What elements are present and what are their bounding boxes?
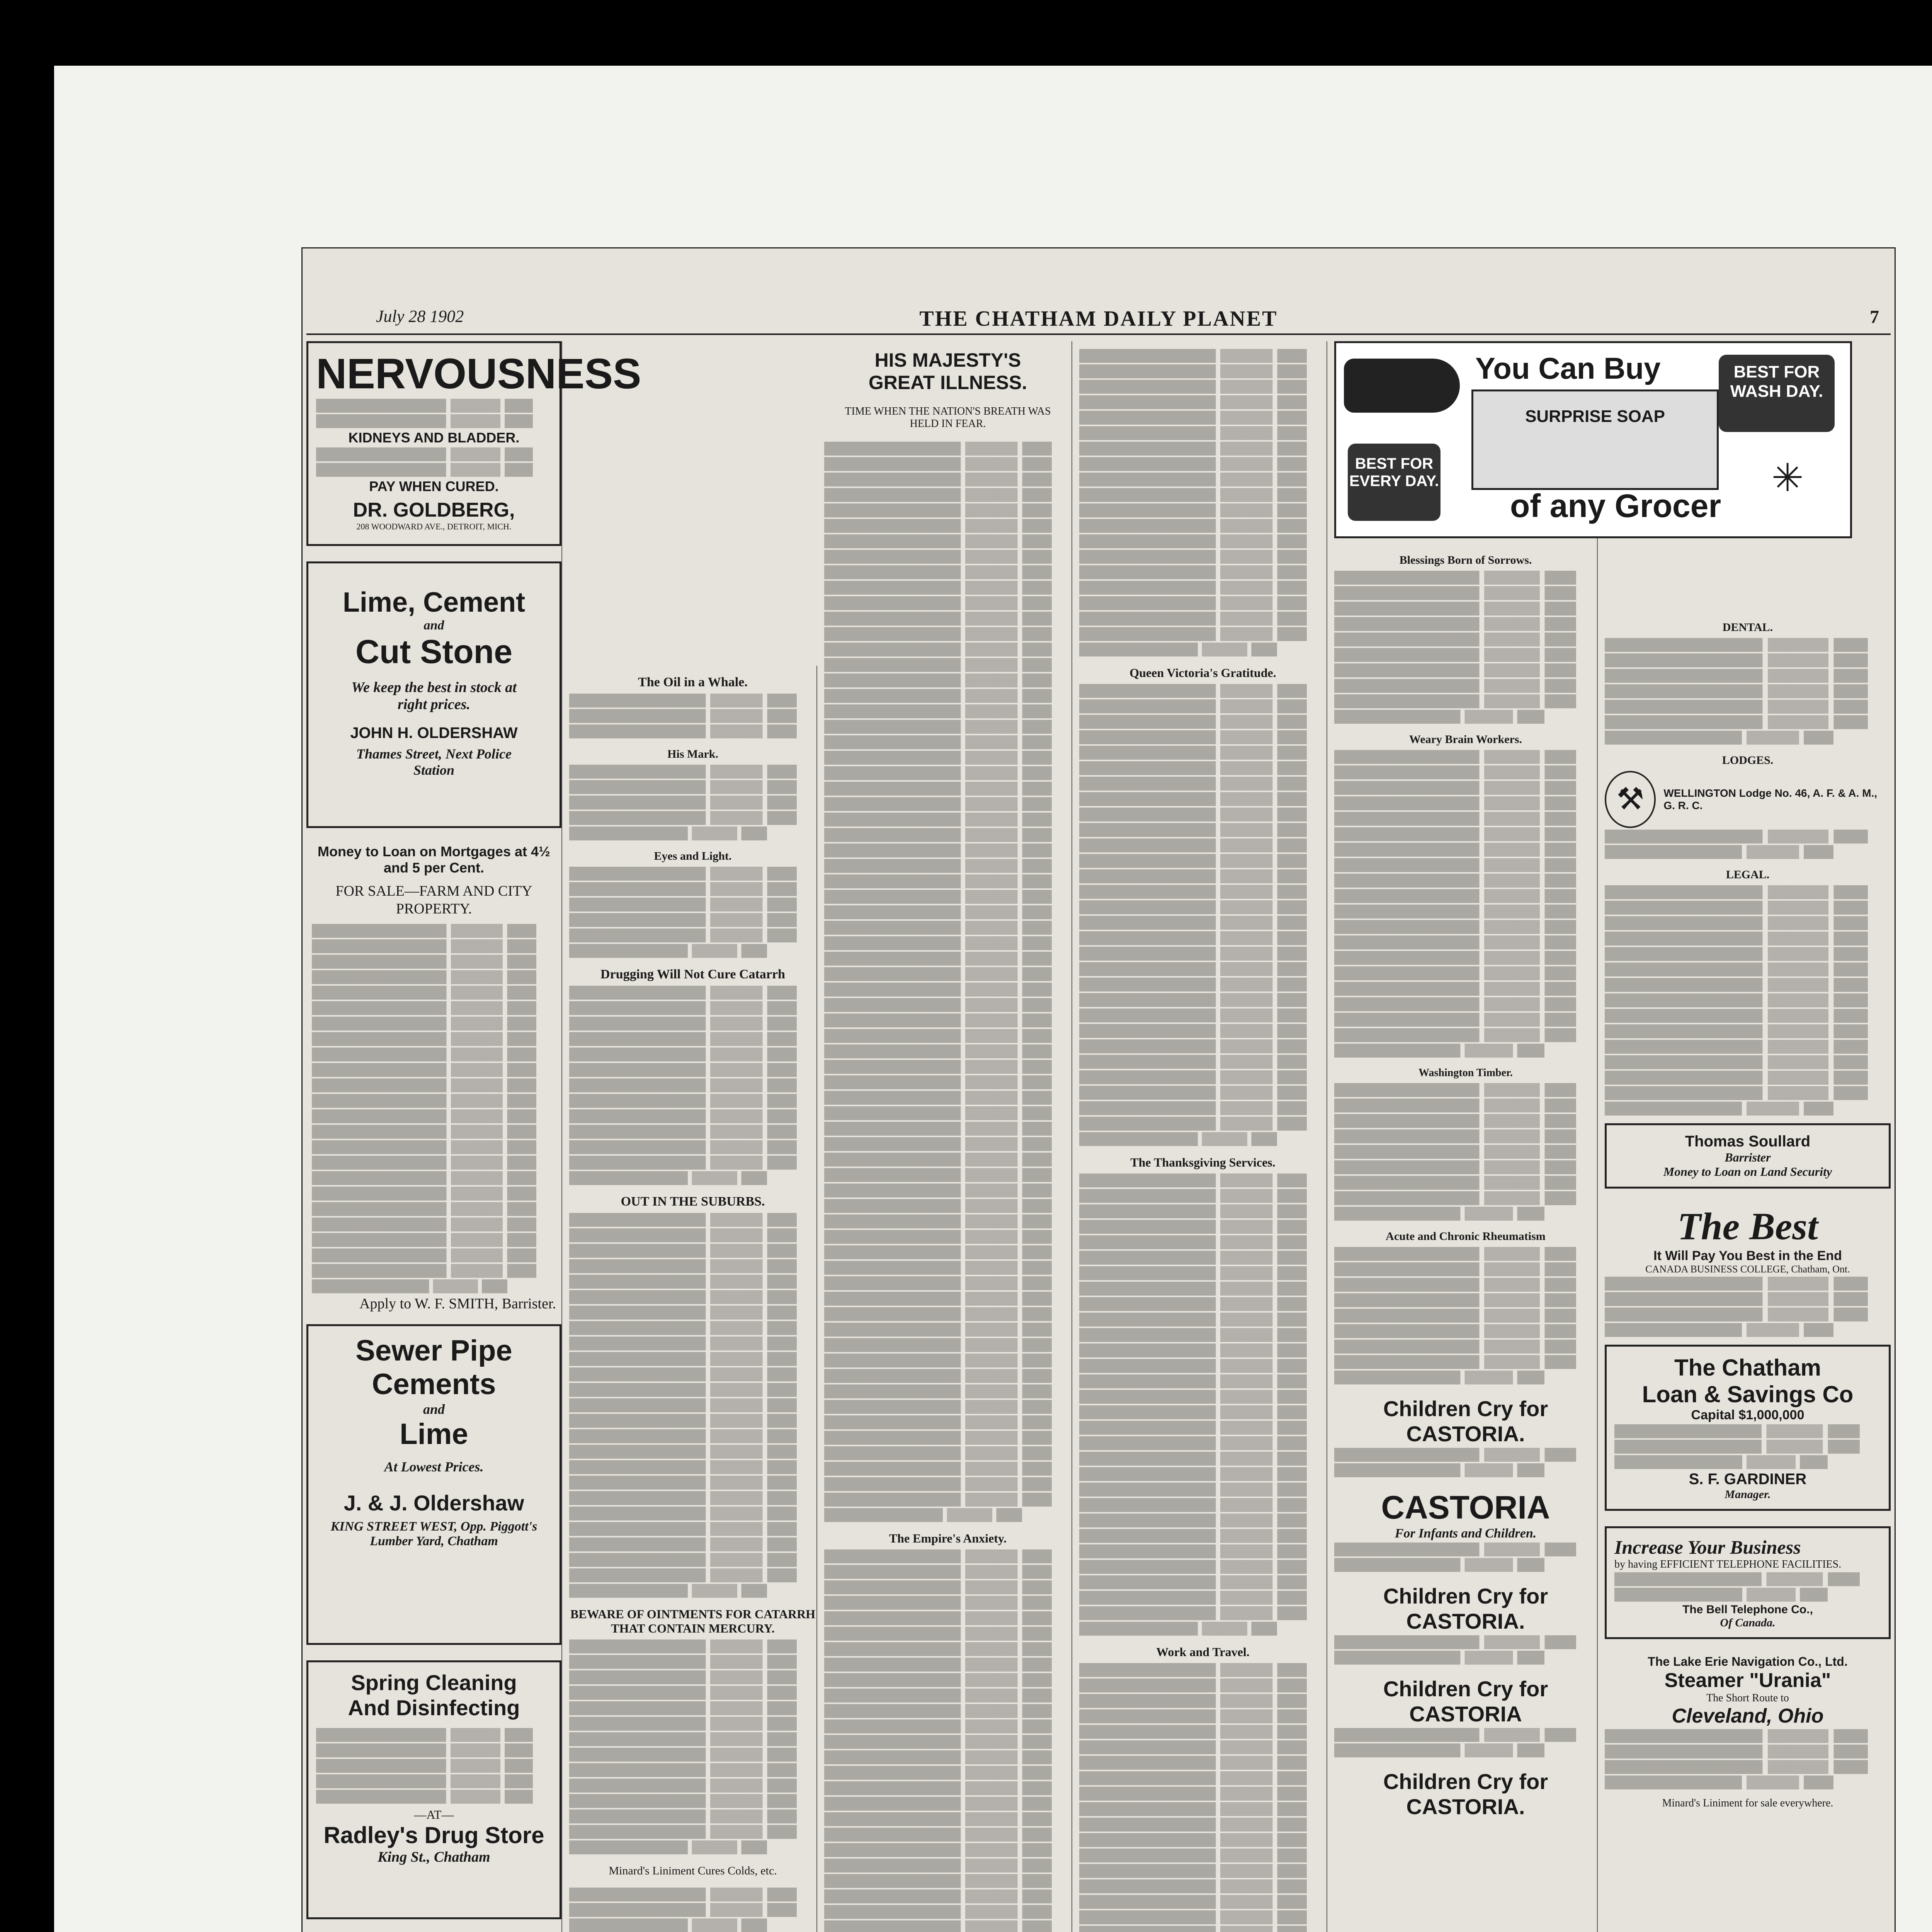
- pay-when-cured: PAY WHEN CURED.: [369, 478, 499, 494]
- article-subtitle: TIME WHEN THE NATION'S BREATH WAS HELD IN FEAR.: [845, 405, 1051, 430]
- surprise-soap-box: SURPRISE SOAP: [1471, 389, 1719, 490]
- sewer-tagline: At Lowest Prices.: [384, 1459, 484, 1475]
- wellington-lodge: WELLINGTON Lodge No. 46, A. F. & A. M., G. R. C.: [1663, 787, 1878, 811]
- his-mark-heading: His Mark.: [667, 748, 718, 760]
- radleys-address: King St., Chatham: [378, 1849, 490, 1865]
- loan-line-1: The Chatham: [1674, 1355, 1821, 1381]
- telephone-facilities: by having EFFICIENT TELEPHONE FACILITIES.: [1614, 1558, 1842, 1570]
- castoria-ad-5: Children Cry for CASTORIA.: [1383, 1769, 1548, 1819]
- thanksgiving-heading: The Thanksgiving Services.: [1130, 1155, 1276, 1169]
- bell-company: The Bell Telephone Co.,: [1682, 1603, 1813, 1616]
- article-title-2: GREAT ILLNESS.: [868, 372, 1027, 393]
- and-text: and: [423, 618, 444, 633]
- page-number: 7: [1870, 307, 1879, 327]
- apply-to: Apply to W. F. SMITH, Barrister.: [359, 1296, 556, 1312]
- masonic-emblem-icon: ⚒: [1605, 771, 1656, 828]
- lake-erie-nav: The Lake Erie Navigation Co., Ltd.: [1648, 1655, 1848, 1668]
- legal-heading: LEGAL.: [1726, 868, 1770, 881]
- sunburst-icon: ✳: [1771, 457, 1804, 500]
- lime-cement-ad: [306, 561, 561, 828]
- header-date: July 28 1902: [376, 307, 464, 326]
- sewer-dealer: J. & J. Oldershaw: [344, 1491, 524, 1515]
- doctor-address: 208 WOODWARD AVE., DETROIT, MICH.: [356, 522, 512, 531]
- disinfecting-line: And Disinfecting: [348, 1696, 520, 1720]
- gratitude-heading: Queen Victoria's Gratitude.: [1129, 666, 1276, 680]
- rheumatism-heading: Acute and Chronic Rheumatism: [1386, 1230, 1546, 1243]
- pay-best-heading: It Will Pay You Best in the End: [1653, 1248, 1842, 1263]
- beware-heading: BEWARE OF OINTMENTS FOR CATARRH THAT CONTAIN MERCURY.: [570, 1607, 816, 1635]
- sewer-pipe-ad: [306, 1324, 561, 1645]
- page-header: [306, 306, 1891, 335]
- best-every-day-badge: BEST FOR EVERY DAY.: [1348, 444, 1440, 521]
- lime-address: Thames Street, Next Police Station: [356, 746, 512, 778]
- castoria-infants: For Infants and Children.: [1395, 1526, 1537, 1541]
- article-title-1: HIS MAJESTY'S: [874, 349, 1021, 371]
- loan-line-2: Loan & Savings Co: [1642, 1381, 1854, 1407]
- money-heading: Money to Loan on Mortgages at 4½ and 5 per Cent.: [317, 844, 551, 876]
- spring-cleaning-line: Spring Cleaning: [351, 1670, 517, 1695]
- telephone-ad: [1605, 1526, 1891, 1639]
- gardiner-title: Manager.: [1725, 1488, 1771, 1501]
- you-can-buy: You Can Buy: [1475, 351, 1661, 385]
- nervousness-ad: [306, 341, 641, 546]
- oil-whale-heading: The Oil in a Whale.: [638, 675, 748, 689]
- column-2: [569, 666, 817, 1932]
- the-best-script: The Best: [1677, 1205, 1818, 1248]
- radleys-store: Radley's Drug Store: [323, 1822, 544, 1848]
- cut-stone-line: Cut Stone: [355, 633, 513, 670]
- suburbs-heading: OUT IN THE SUBURBS.: [621, 1194, 765, 1209]
- lodges-heading: LODGES.: [1722, 754, 1774, 767]
- spring-cleaning-ad: [306, 1660, 561, 1919]
- minard-note-1: Minard's Liniment Cures Colds, etc.: [609, 1864, 777, 1877]
- steamer-urania: Steamer "Urania": [1664, 1669, 1831, 1692]
- money-section: [306, 844, 561, 1313]
- column-3: [824, 341, 1072, 1932]
- blessings-heading: Blessings Born of Sorrows.: [1399, 554, 1532, 566]
- header-title: THE CHATHAM DAILY PLANET: [919, 307, 1278, 331]
- kidneys-heading: KIDNEYS AND BLADDER.: [348, 430, 520, 446]
- soullard-loan: Money to Loan on Land Security: [1663, 1165, 1832, 1179]
- at-text: —AT—: [414, 1808, 454, 1821]
- lime-line: Lime: [400, 1418, 468, 1451]
- lime-tagline: We keep the best in stock at right prices.: [351, 679, 517, 713]
- work-travel-heading: Work and Travel.: [1156, 1645, 1250, 1659]
- soullard-name: Thomas Soullard: [1685, 1133, 1811, 1150]
- column-1: [306, 341, 641, 1932]
- sewer-and: and: [423, 1401, 445, 1417]
- eyes-light-heading: Eyes and Light.: [654, 850, 732, 862]
- castoria-ad-1: Children Cry for CASTORIA.: [1383, 1396, 1548, 1446]
- soap-ad: [1334, 341, 1852, 538]
- business-college: CANADA BUSINESS COLLEGE, Chatham, Ont.: [1645, 1264, 1850, 1275]
- doctor-name: DR. GOLDBERG,: [353, 499, 515, 521]
- loan-capital: Capital $1,000,000: [1691, 1408, 1804, 1422]
- washington-timber-heading: Washington Timber.: [1418, 1067, 1513, 1079]
- castoria-ad-3: Children Cry for CASTORIA.: [1383, 1584, 1548, 1633]
- weary-brain-heading: Weary Brain Workers.: [1409, 733, 1522, 746]
- best-wash-day-badge: BEST FOR WASH DAY.: [1719, 355, 1835, 432]
- nervousness-title: NERVOUSNESS: [316, 350, 641, 398]
- pointing-hand-icon: [1344, 359, 1460, 413]
- lime-cement-line: Lime, Cement: [342, 587, 526, 618]
- sewer-pipe-line: Sewer Pipe: [355, 1334, 512, 1367]
- bell-canada: Of Canada.: [1720, 1616, 1776, 1629]
- column-6: [1605, 612, 1891, 1932]
- cleveland-ohio: Cleveland, Ohio: [1672, 1705, 1824, 1727]
- increase-business: Increase Your Business: [1614, 1536, 1801, 1558]
- column-4: [1079, 341, 1327, 1932]
- catarrh-heading: Drugging Will Not Cure Catarrh: [600, 967, 785, 981]
- castoria-ad-2: CASTORIA: [1381, 1489, 1550, 1526]
- cements-line: Cements: [372, 1368, 496, 1401]
- dental-heading: DENTAL.: [1722, 621, 1773, 634]
- any-grocer: of any Grocer: [1510, 488, 1721, 524]
- soullard-ad: [1605, 1123, 1891, 1189]
- minard-everywhere: Minard's Liniment for sale everywhere.: [1662, 1797, 1833, 1809]
- soullard-title: Barrister: [1725, 1150, 1771, 1164]
- short-route: The Short Route to: [1706, 1692, 1789, 1704]
- castoria-ad-4: Children Cry for CASTORIA: [1383, 1677, 1548, 1726]
- lime-dealer: JOHN H. OLDERSHAW: [350, 724, 518, 742]
- chatham-loan-ad: [1605, 1345, 1891, 1511]
- sewer-address: KING STREET WEST, Opp. Piggott's Lumber Yard, Chatham: [330, 1519, 537, 1548]
- gardiner-name: S. F. GARDINER: [1689, 1471, 1807, 1488]
- empires-anxiety-heading: The Empire's Anxiety.: [889, 1531, 1007, 1545]
- newspaper-page: [301, 247, 1896, 1932]
- for-sale-heading: FOR SALE—FARM AND CITY PROPERTY.: [335, 883, 532, 917]
